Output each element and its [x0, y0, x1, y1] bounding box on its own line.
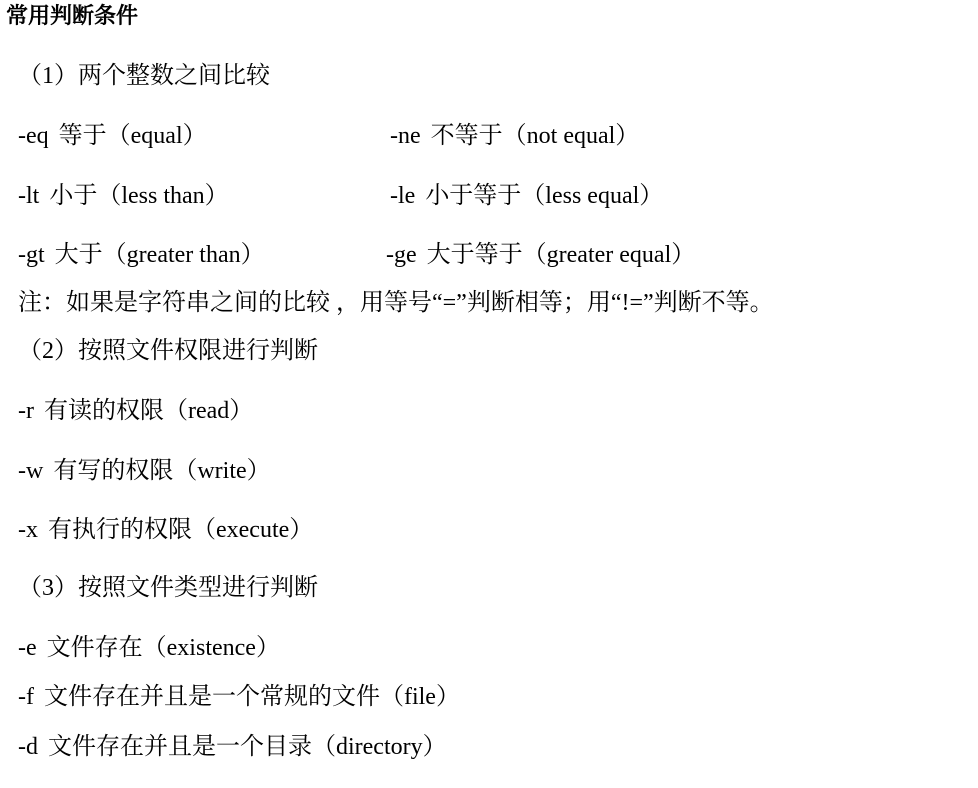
operator-row-d	[18, 731, 447, 763]
operator-row-w	[18, 455, 271, 487]
operator-row-x	[18, 514, 313, 546]
operator-ne: -ne	[390, 123, 421, 149]
operator-row-ge	[386, 239, 695, 271]
operator-e: -e	[18, 635, 37, 661]
operator-row-f	[18, 681, 460, 713]
operator-r-description: 有读的权限（read）	[43, 398, 254, 424]
operator-e-description: 文件存在（existence）	[46, 635, 280, 661]
operator-r: -r	[18, 398, 34, 424]
operator-le: -le	[390, 183, 416, 209]
operator-ge-description: 大于等于（greater equal）	[426, 242, 696, 268]
operator-gt-description: 大于（greater than）	[54, 242, 265, 268]
page-title: 常用判断条件	[6, 4, 139, 29]
string-comparison-note: 注：如果是字符串之间的比较 ，用等号“=”判断相等；用“!=”判断不等。	[18, 290, 774, 316]
operator-row-eq	[18, 120, 207, 152]
operator-row-gt	[18, 239, 265, 271]
operator-x: -x	[18, 517, 38, 543]
operator-ge: -ge	[386, 242, 417, 268]
section-heading-file-types: （3）按照文件类型进行判断	[18, 575, 318, 601]
operator-gt: -gt	[18, 242, 45, 268]
section-heading-integer-comparison: （1）两个整数之间比较	[18, 63, 270, 89]
operator-x-description: 有执行的权限（execute）	[48, 517, 314, 543]
operator-row-r	[18, 395, 253, 427]
operator-row-ne	[390, 120, 639, 152]
operator-lt-description: 小于（less than）	[49, 183, 229, 209]
operator-d-description: 文件存在并且是一个目录（directory）	[48, 734, 447, 760]
operator-eq-description: 等于（equal）	[58, 123, 207, 149]
operator-f-description: 文件存在并且是一个常规的文件（file）	[43, 684, 460, 710]
operator-row-le	[390, 180, 663, 212]
operator-row-lt	[18, 180, 229, 212]
operator-lt: -lt	[18, 183, 40, 209]
operator-eq: -eq	[18, 123, 49, 149]
operator-w: -w	[18, 458, 44, 484]
operator-f: -f	[18, 684, 34, 710]
section-heading-file-permissions: （2）按照文件权限进行判断	[18, 338, 318, 364]
operator-w-description: 有写的权限（write）	[53, 458, 271, 484]
operator-d: -d	[18, 734, 38, 760]
operator-ne-description: 不等于（not equal）	[430, 123, 640, 149]
operator-row-e	[18, 632, 280, 664]
operator-le-description: 小于等于（less equal）	[425, 183, 664, 209]
